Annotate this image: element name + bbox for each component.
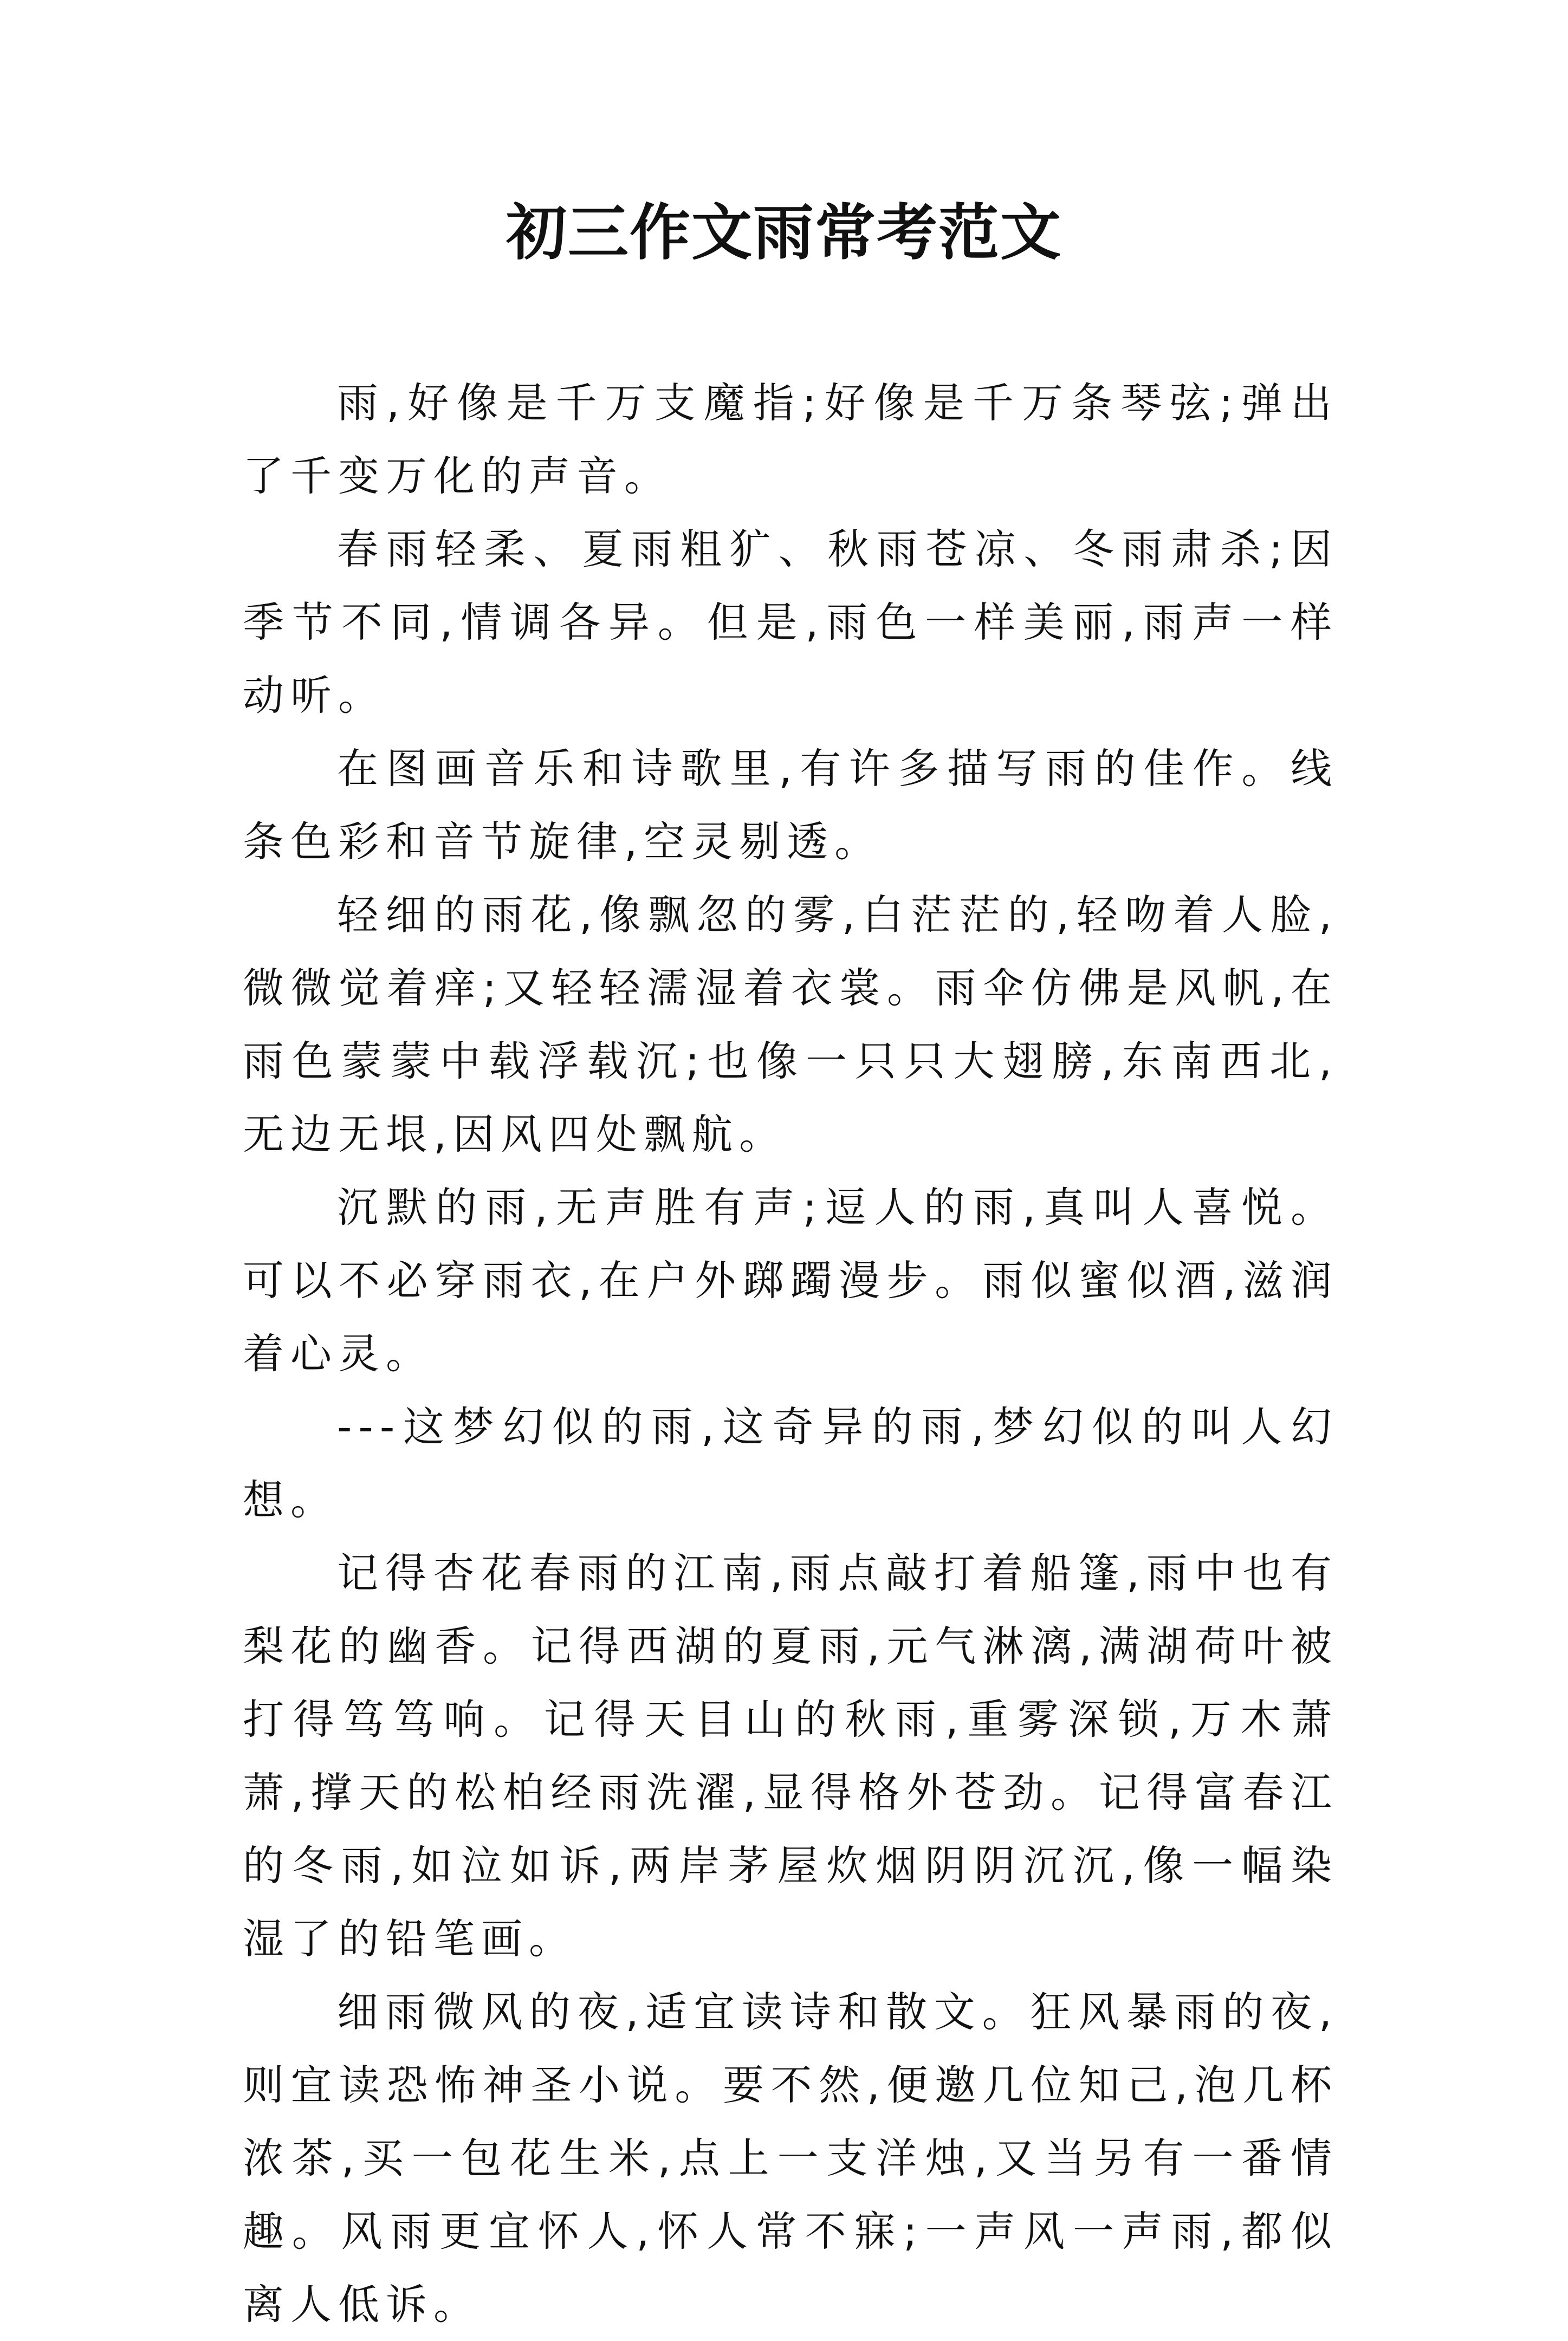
paragraph-7: 记得杏花春雨的江南,雨点敲打着船篷,雨中也有梨花的幽香。记得西湖的夏雨,元气淋漓,满湖荷叶被打得笃笃响。记得天目山的秋雨,重雾深锁,万木萧萧,撑天的松柏经雨洗濯,显得格外苍劲。记得富春江的冬雨,如泣如诉,两岸茅屋炊烟阴阴沉沉,像一幅染湿了的铅笔画。 bbox=[243, 1549, 1338, 1963]
paragraph-3: 在图画音乐和诗歌里,有许多描写雨的佳作。线条色彩和音节旋律,空灵剔透。 bbox=[243, 744, 1338, 866]
document-body bbox=[243, 366, 1338, 2341]
paragraph-2: 春雨轻柔、夏雨粗犷、秋雨苍凉、冬雨肃杀;因季节不同,情调各异。但是,雨色一样美丽,雨声一样动听。 bbox=[243, 525, 1338, 719]
document-title: 初三作文雨常考范文 bbox=[506, 197, 1062, 268]
paragraph-5: 沉默的雨,无声胜有声;逗人的雨,真叫人喜悦。可以不必穿雨衣,在户外踯躅漫步。雨似蜜似酒,滋润着心灵。 bbox=[243, 1183, 1338, 1378]
paragraph-1: 雨,好像是千万支魔指;好像是千万条琴弦;弹出了千变万化的声音。 bbox=[243, 379, 1338, 500]
paragraph-4: 轻细的雨花,像飘忽的雾,白茫茫的,轻吻着人脸,微微觉着痒;又轻轻濡湿着衣裳。雨伞仿佛是风帆,在雨色蒙蒙中载浮载沉;也像一只只大翅膀,东南西北,无边无垠,因风四处飘航。 bbox=[243, 891, 1338, 1158]
paragraph-6: ---这梦幻似的雨,这奇异的雨,梦幻似的叫人幻想。 bbox=[243, 1403, 1338, 1524]
paragraph-8: 细雨微风的夜,适宜读诗和散文。狂风暴雨的夜,则宜读恐怖神圣小说。要不然,便邀几位知己,泡几杯浓茶,买一包花生米,点上一支洋烛,又当另有一番情趣。风雨更宜怀人,怀人常不寐;一声风一声雨,都似离人低诉。 bbox=[243, 1988, 1338, 2329]
